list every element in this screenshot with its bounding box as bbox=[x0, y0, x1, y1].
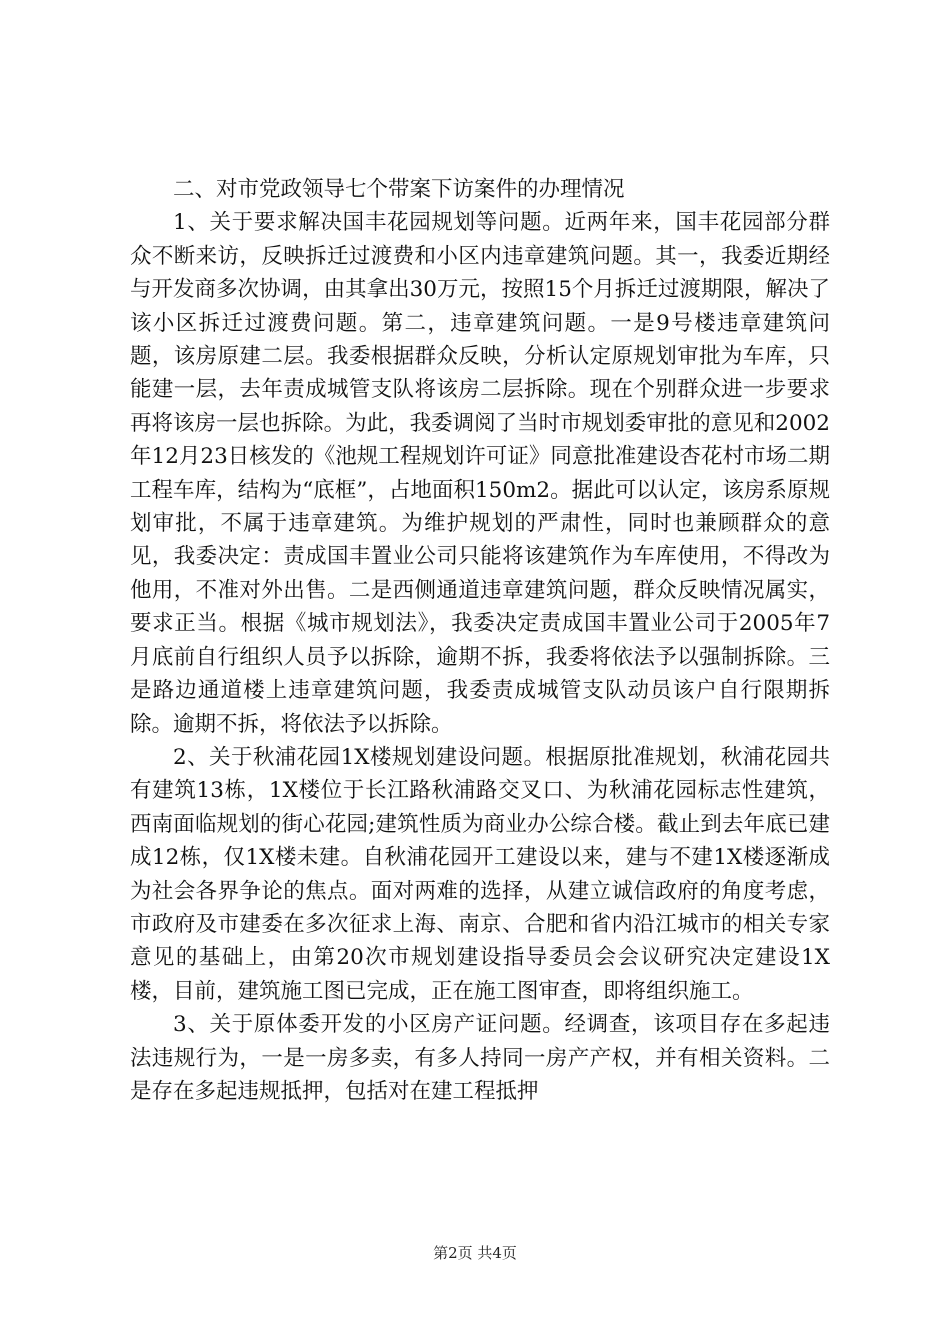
page-number-footer: 第2页 共4页 bbox=[433, 1244, 517, 1262]
section-heading: 二、对市党政领导七个带案下访案件的办理情况 bbox=[173, 177, 625, 202]
paragraph-2: 2、关于秋浦花园1X楼规划建设问题。根据原批准规划，秋浦花园共有建筑13栋，1X楼位于长江路秋浦路交叉口、为秋浦花园标志性建筑，西南面临规划的街心花园;建筑性质为商业办公综合楼。截止到去年底已建成12栋，仅1X楼未建。自秋浦花园开工建设以来，建与不建1X楼逐渐成为社会各界争论的焦点。面对两难的选择，从建立诚信政府的角度考虑，市政府及市建委在多次征求上海、南京、合肥和省内沿江城市的相关专家意见的基础上，由第20次市规划建设指导委员会会议研究决定建设1X楼，目前，建筑施工图已完成，正在施工图审查，即将组织施工。 bbox=[130, 744, 830, 1004]
paragraph-3: 3、关于原体委开发的小区房产证问题。经调查，该项目存在多起违法违规行为，一是一房多卖，有多人持同一房产产权，并有相关资料。二是存在多起违规抵押，包括对在建工程抵押 bbox=[130, 1012, 830, 1104]
document-body bbox=[130, 173, 830, 1108]
paragraph-1: 1、关于要求解决国丰花园规划等问题。近两年来，国丰花园部分群众不断来访，反映拆迁过渡费和小区内违章建筑问题。其一，我委近期经与开发商多次协调，由其拿出30万元，按照15个月拆迁过渡期限，解决了该小区拆迁过渡费问题。第二，违章建筑问题。一是9号楼违章建筑问题，该房原建二层。我委根据群众反映，分析认定原规划审批为车库，只能建一层，去年责成城管支队将该房二层拆除。现在个别群众进一步要求再将该房一层也拆除。为此，我委调阅了当时市规划委审批的意见和2002年12月23日核发的《池规工程规划许可证》同意批准建设杏花村市场二期工程车库，结构为“底框”，占地面积150m2。据此可以认定，该房系原规划审批，不属于违章建筑。为维护规划的严肃性，同时也兼顾群众的意见，我委决定：责成国丰置业公司只能将该建筑作为车库使用，不得改为他用，不准对外出售。二是西侧通道违章建筑问题，群众反映情况属实，要求正当。根据《城市规划法》，我委决定责成国丰置业公司于2005年7月底前自行组织人员予以拆除，逾期不拆，我委将依法予以强制拆除。三是路边通道楼上违章建筑问题，我委责成城管支队动员该户自行限期拆除。逾期不拆，将依法予以拆除。 bbox=[130, 210, 830, 737]
